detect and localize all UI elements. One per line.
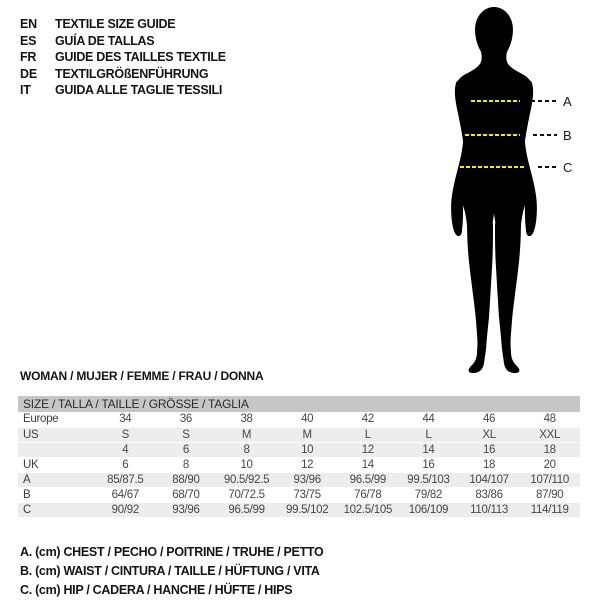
row-label: UK <box>23 458 39 471</box>
size-cell: 46 <box>482 413 496 426</box>
chest-connector-line <box>531 100 557 102</box>
size-cell: 6 <box>182 443 189 456</box>
size-cell: 102.5/105 <box>343 503 393 516</box>
language-code: ES <box>20 33 37 48</box>
row-label: C <box>23 503 32 516</box>
size-cell: 18 <box>543 443 556 456</box>
size-cell: 96.5/99 <box>349 473 386 486</box>
hip-measure-line <box>460 166 525 168</box>
language-label: GUIDE DES TAILLES TEXTILE <box>55 50 226 65</box>
language-list <box>20 16 226 99</box>
size-cell: 76/78 <box>354 488 382 501</box>
size-cell: 8 <box>182 458 189 471</box>
size-cell: 20 <box>543 458 556 471</box>
size-cell: 104/107 <box>469 473 509 486</box>
size-cell: 107/110 <box>530 473 569 486</box>
row-label: Europe <box>23 413 59 426</box>
language-code: FR <box>20 50 37 65</box>
size-cell: 16 <box>482 443 496 456</box>
size-cell: 42 <box>361 413 374 426</box>
size-cell: XXL <box>539 428 561 441</box>
language-row <box>20 66 226 83</box>
size-table <box>18 396 580 518</box>
waist-measure-line <box>465 134 520 136</box>
table-header-row <box>18 396 580 412</box>
size-cell: M <box>302 428 312 441</box>
size-cell: 44 <box>422 413 435 426</box>
size-cell: 70/72.5 <box>228 488 265 501</box>
size-cell: 10 <box>301 443 314 456</box>
legend-chest: A. (cm) CHEST / PECHO / POITRINE / TRUHE / PETTO <box>20 545 324 559</box>
row-label: B <box>23 488 31 501</box>
language-code: DE <box>20 66 37 81</box>
size-cell: 12 <box>361 443 374 456</box>
woman-silhouette-svg <box>447 6 542 375</box>
table-row <box>18 502 580 517</box>
size-cell: 34 <box>119 413 132 426</box>
size-cell: M <box>241 428 252 441</box>
table-row <box>18 412 580 427</box>
size-cell: 99.5/103 <box>407 473 450 486</box>
size-cell: 10 <box>240 458 253 471</box>
language-row <box>20 33 226 50</box>
table-row <box>18 487 580 502</box>
size-cell: 40 <box>301 413 314 426</box>
size-cell: L <box>364 428 371 441</box>
size-cell: 88/90 <box>172 473 200 486</box>
language-label: TEXTILGRÖßENFÜHRUNG <box>55 66 209 81</box>
size-cell: 110/113 <box>470 503 508 516</box>
language-row <box>20 82 226 99</box>
table-header: SIZE / TALLA / TAILLE / GRÖSSE / TAGLIA <box>18 396 580 412</box>
size-cell: 93/96 <box>293 473 321 486</box>
row-label: US <box>23 428 39 441</box>
marker-label-b: B <box>563 128 572 143</box>
size-cell: 90.5/92.5 <box>223 473 270 486</box>
marker-label-c: C <box>563 160 573 175</box>
size-cell: 73/75 <box>293 488 321 501</box>
table-row <box>18 457 580 472</box>
language-code: IT <box>20 83 31 98</box>
size-cell: 87/90 <box>536 488 564 501</box>
woman-silhouette-figure <box>447 6 542 375</box>
size-cell: S <box>121 428 129 441</box>
size-cell: 90/92 <box>111 503 139 516</box>
size-cell: 83/86 <box>475 488 503 501</box>
size-cell: 85/87.5 <box>107 473 144 486</box>
legend-hip: C. (cm) HIP / CADERA / HANCHE / HÜFTE / HIPS <box>20 583 293 597</box>
size-cell: 64/67 <box>111 488 139 501</box>
size-cell: 16 <box>422 458 435 471</box>
size-cell: 114/119 <box>530 503 569 516</box>
size-cell: 18 <box>482 458 496 471</box>
waist-connector-line <box>533 134 557 136</box>
measurement-legend <box>20 543 323 600</box>
size-cell: 14 <box>361 458 374 471</box>
size-cell: 106/109 <box>408 503 449 516</box>
size-cell: 68/70 <box>172 488 200 501</box>
row-label <box>18 442 95 457</box>
size-cell: 36 <box>179 413 193 426</box>
size-cell: 38 <box>240 413 253 426</box>
chest-measure-line <box>471 100 520 102</box>
table-row <box>18 442 580 457</box>
language-label: TEXTILE SIZE GUIDE <box>55 17 176 32</box>
size-cell: XL <box>482 428 496 441</box>
size-cell: 6 <box>122 458 129 471</box>
language-row <box>20 49 226 66</box>
language-row <box>20 16 226 33</box>
section-title: WOMAN / MUJER / FEMME / FRAU / DONNA <box>20 369 264 383</box>
table-row <box>18 427 580 442</box>
size-cell: S <box>182 428 190 441</box>
size-cell: 48 <box>543 413 556 426</box>
size-cell: 93/96 <box>172 503 200 516</box>
row-label: A <box>23 473 31 486</box>
size-cell: 8 <box>243 443 250 456</box>
marker-label-a: A <box>563 94 572 109</box>
size-cell: 14 <box>422 443 435 456</box>
size-cell: 99.5/102 <box>286 503 329 516</box>
size-cell: 96.5/99 <box>228 503 265 516</box>
size-cell: 4 <box>122 443 129 456</box>
size-cell: 12 <box>301 458 314 471</box>
legend-waist: B. (cm) WAIST / CINTURA / TAILLE / HÜFTUNG / VITA <box>20 564 320 578</box>
table-row <box>18 472 580 487</box>
language-label: GUIDA ALLE TAGLIE TESSILI <box>55 83 223 98</box>
hip-connector-line <box>538 166 557 168</box>
language-code: EN <box>20 17 37 32</box>
language-label: GUÍA DE TALLAS <box>55 33 155 48</box>
size-cell: L <box>425 428 432 441</box>
size-cell: 79/82 <box>414 488 443 501</box>
